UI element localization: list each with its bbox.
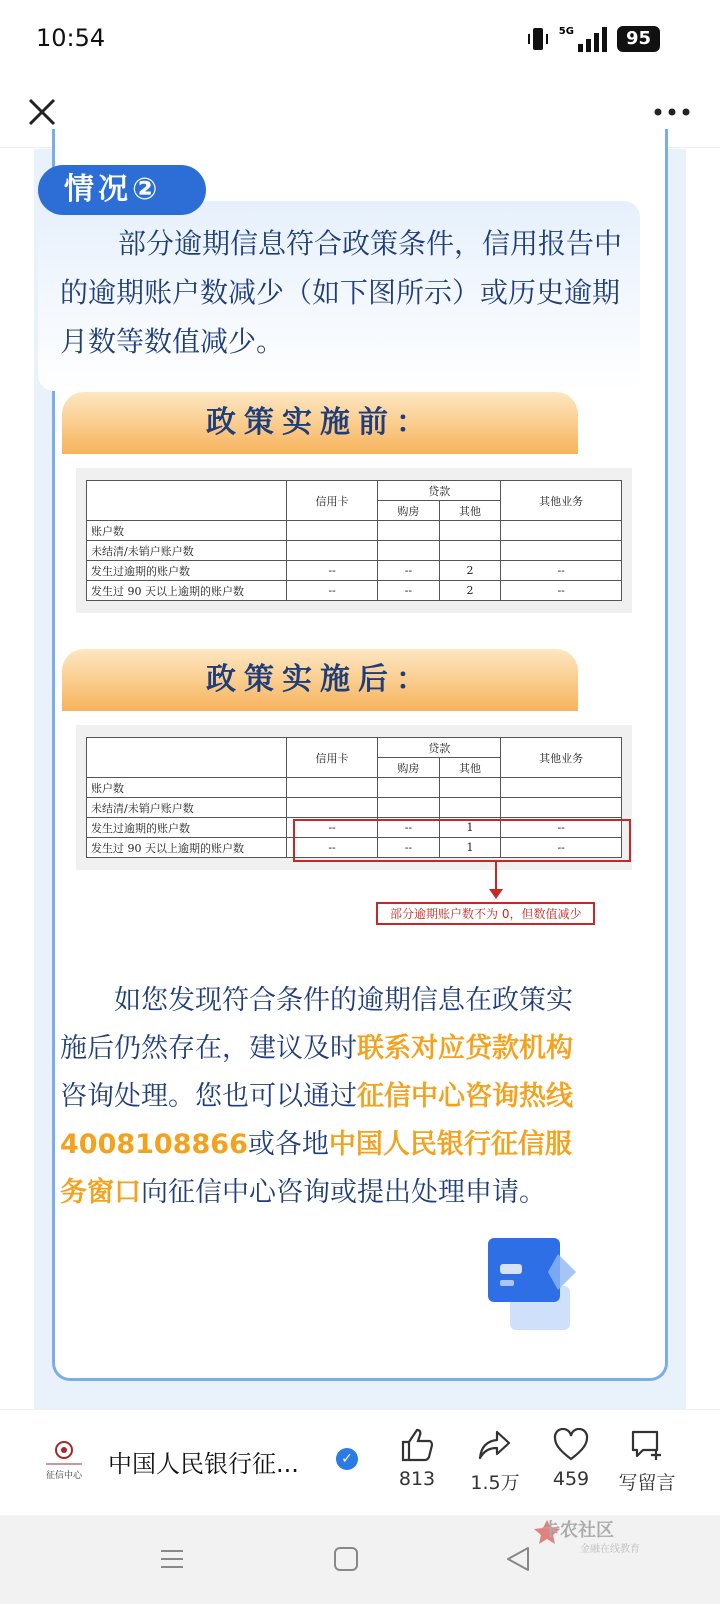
annotation-arrowhead	[489, 889, 503, 899]
favorite-count: 459	[552, 1468, 590, 1490]
comment-label: 写留言	[618, 1472, 676, 1494]
row-label: 发生过 90 天以上逾期的账户数	[87, 581, 287, 601]
more-options-icon[interactable]	[644, 90, 700, 134]
table-cell	[378, 541, 440, 561]
table-cell	[501, 521, 622, 541]
table-cell: --	[501, 818, 622, 838]
before-title: 政策实施前：	[62, 392, 578, 454]
header-credit-card: 信用卡	[287, 481, 378, 521]
before-table	[86, 480, 622, 601]
case-badge: 情况②	[38, 165, 206, 215]
annotation-arrow	[495, 862, 497, 892]
table-cell: --	[501, 561, 622, 581]
share-count: 1.5万	[470, 1472, 520, 1494]
verified-badge-icon: ✓	[336, 1448, 358, 1470]
before-table-wrap	[76, 468, 632, 613]
intro-text: 部分逾期信息符合政策条件，信用报告中的逾期账户数减少（如下图所示）或历史逾期月数等数值减少。	[60, 227, 623, 358]
table-cell	[287, 778, 378, 798]
table-cell	[287, 521, 378, 541]
table-cell	[439, 778, 501, 798]
battery-indicator: 95	[617, 26, 660, 52]
like-count: 813	[398, 1468, 436, 1490]
row-label: 账户数	[87, 521, 287, 541]
highlight-contact-institution: 联系对应贷款机构	[357, 1033, 573, 1064]
favorite-button[interactable]	[536, 1428, 606, 1490]
account-logo-text: 征信中心	[45, 1471, 83, 1481]
table-cell: --	[501, 838, 622, 858]
table-cell: 1	[439, 818, 501, 838]
article-content[interactable]	[0, 149, 720, 1409]
table-cell	[287, 798, 378, 818]
row-label: 发生过 90 天以上逾期的账户数	[87, 838, 287, 858]
table-cell	[287, 541, 378, 561]
table-cell: --	[378, 818, 440, 838]
header-loan: 贷款	[378, 738, 501, 758]
body-text-3: 或各地	[247, 1129, 329, 1160]
header-housing: 购房	[378, 758, 440, 778]
header-other: 其他	[439, 501, 501, 521]
table-cell: 1	[439, 838, 501, 858]
share-button[interactable]	[460, 1428, 530, 1495]
table-cell: 2	[439, 561, 501, 581]
annotation-note: 部分逾期账户数不为 0，但数值减少	[376, 902, 595, 925]
thumbs-up-icon	[399, 1428, 435, 1462]
account-logo-icon[interactable]	[40, 1436, 88, 1484]
table-cell: --	[287, 561, 378, 581]
body-text-1: 如您发现符合条件的逾期信息在政策实施后仍然存在，建议及时	[60, 985, 573, 1064]
before-rows	[87, 521, 622, 601]
table-row	[87, 521, 622, 541]
table-row	[87, 541, 622, 561]
table-cell: --	[501, 581, 622, 601]
header-loan: 贷款	[378, 481, 501, 501]
table-cell	[501, 798, 622, 818]
table-cell: 2	[439, 581, 501, 601]
header-credit-card: 信用卡	[287, 738, 378, 778]
close-icon[interactable]	[20, 90, 64, 134]
body-text-4: 向征信中心咨询或提出处理申请。	[141, 1177, 546, 1208]
table-row	[87, 561, 622, 581]
table-cell	[378, 521, 440, 541]
article-footer	[0, 1409, 720, 1515]
highlight-hotline[interactable]: 征信中心咨询热线4008108866	[60, 1081, 573, 1160]
table-corner	[87, 481, 287, 521]
share-icon	[477, 1428, 513, 1462]
back-icon[interactable]	[504, 1545, 532, 1573]
row-label: 账户数	[87, 778, 287, 798]
status-bar	[0, 0, 720, 80]
network-type: 5G	[558, 25, 574, 37]
table-cell	[501, 778, 622, 798]
row-label: 发生过逾期的账户数	[87, 561, 287, 581]
status-icons	[527, 26, 660, 52]
table-cell: --	[378, 838, 440, 858]
card-illustration-icon	[480, 1234, 580, 1334]
like-button[interactable]	[382, 1428, 452, 1490]
heart-icon	[553, 1428, 589, 1462]
row-label: 发生过逾期的账户数	[87, 818, 287, 838]
body-text-2: 咨询处理。您也可以通过	[60, 1081, 357, 1112]
after-title: 政策实施后：	[62, 649, 578, 711]
table-cell: --	[378, 561, 440, 581]
table-cell: --	[287, 818, 378, 838]
table-cell	[439, 798, 501, 818]
highlight-box	[293, 819, 631, 862]
row-label: 未结清/未销户账户数	[87, 541, 287, 561]
comment-add-icon	[629, 1428, 665, 1462]
table-cell: --	[378, 581, 440, 601]
body-paragraph	[60, 977, 588, 1217]
table-row	[87, 798, 622, 818]
table-cell	[378, 778, 440, 798]
status-time: 10:54	[36, 24, 106, 52]
highlight-service-window: 中国人民银行征信服务窗口	[60, 1129, 572, 1208]
table-cell	[439, 521, 501, 541]
row-label: 未结清/未销户账户数	[87, 798, 287, 818]
recent-apps-icon[interactable]	[158, 1545, 186, 1573]
watermark-title: 卡农社区	[542, 1520, 614, 1541]
table-row	[87, 778, 622, 798]
watermark-subtitle: 金融在线教育	[580, 1544, 640, 1555]
signal-icon	[578, 26, 607, 52]
table-cell	[501, 541, 622, 561]
header-other: 其他	[439, 758, 501, 778]
header-other-business: 其他业务	[501, 738, 622, 778]
account-name[interactable]: 中国人民银行征...	[108, 1450, 299, 1478]
table-cell	[439, 541, 501, 561]
table-row	[87, 581, 622, 601]
table-cell	[378, 798, 440, 818]
header-housing: 购房	[378, 501, 440, 521]
table-cell: --	[287, 838, 378, 858]
home-icon[interactable]	[332, 1545, 360, 1573]
header-other-business: 其他业务	[501, 481, 622, 521]
table-corner	[87, 738, 287, 778]
vibrate-icon	[527, 26, 549, 52]
table-cell: --	[287, 581, 378, 601]
comment-button[interactable]	[612, 1428, 682, 1495]
